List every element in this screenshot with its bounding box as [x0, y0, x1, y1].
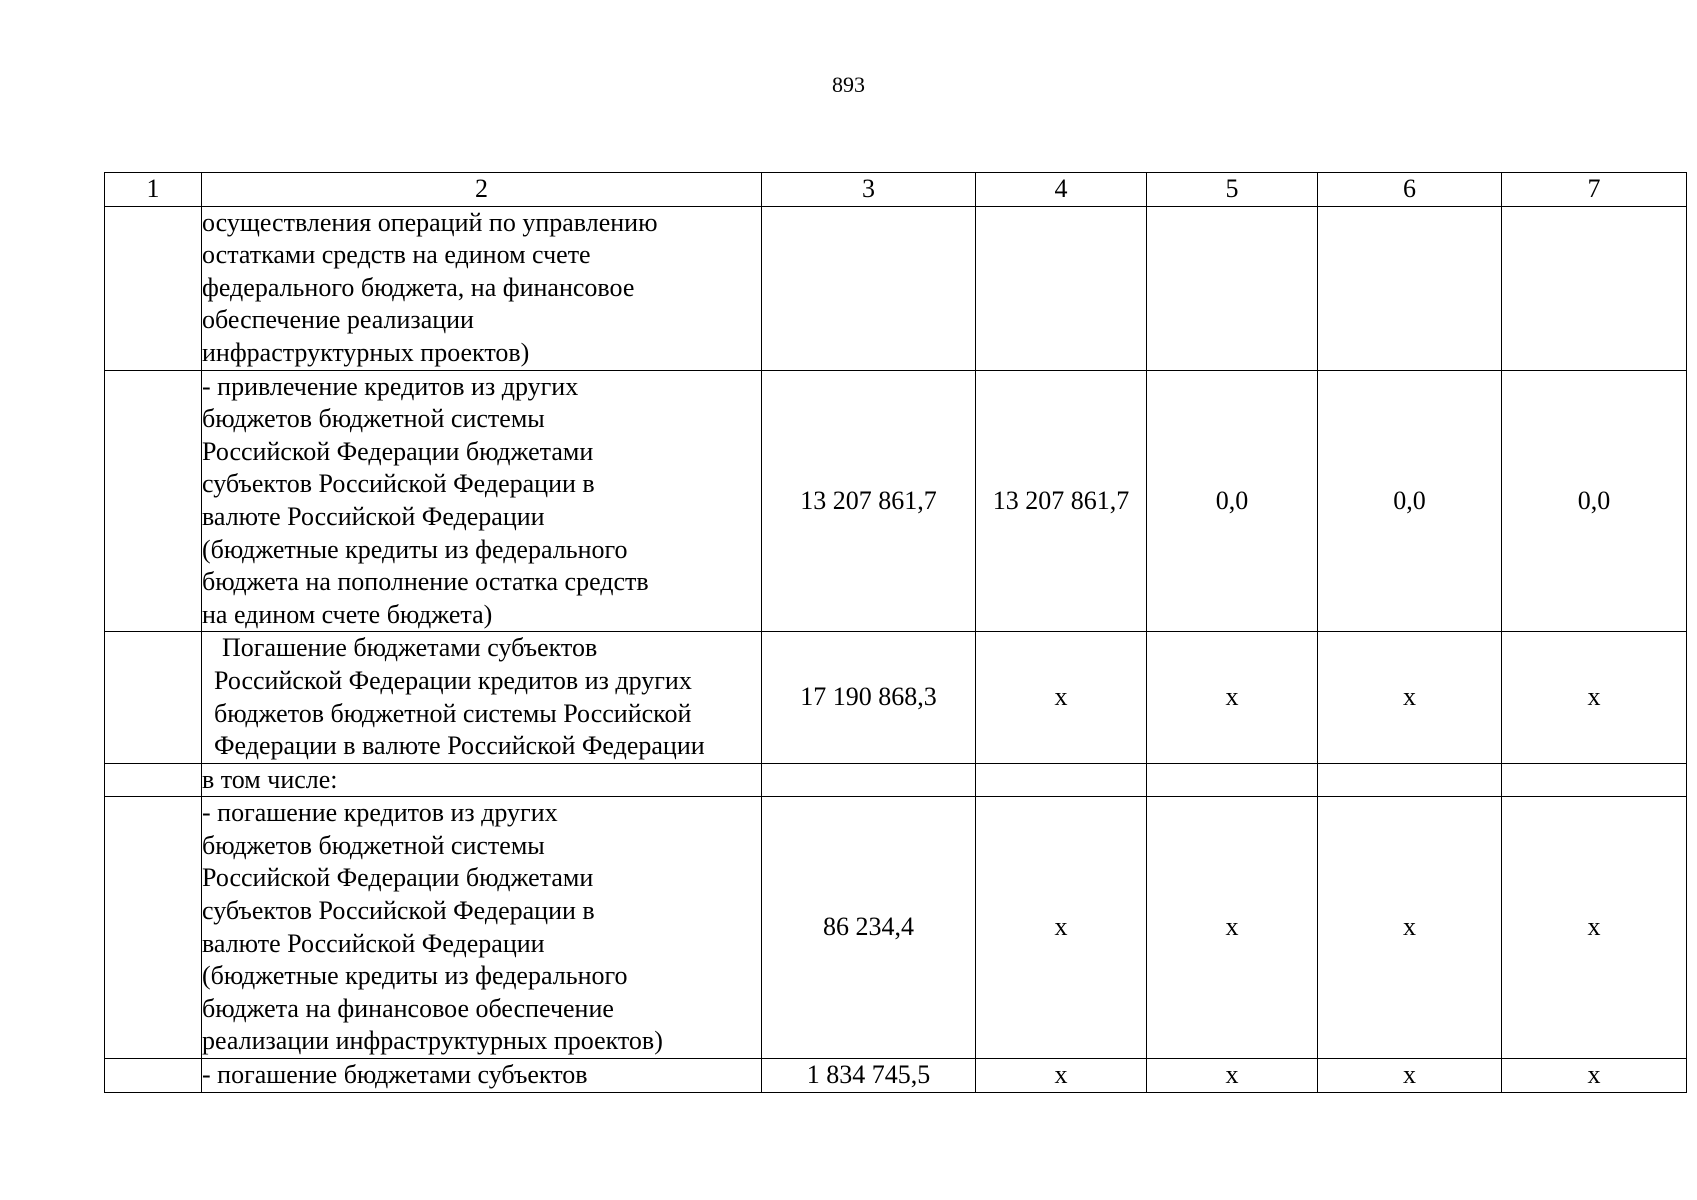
row-description: [202, 1059, 762, 1093]
value-col-6: [1318, 206, 1502, 370]
row-code-cell: [105, 632, 202, 763]
value-col-4: [976, 763, 1147, 797]
row-code-cell: [105, 763, 202, 797]
description-line: федерального бюджета, на финансовое: [202, 272, 635, 302]
value-col-3: 17 190 868,3: [762, 632, 976, 763]
column-header-4: 4: [976, 173, 1147, 207]
description-line: - погашение кредитов из других: [202, 798, 558, 828]
row-description: [202, 763, 762, 797]
row-code-cell: [105, 797, 202, 1059]
value-col-3: [762, 206, 976, 370]
description-line: бюджетов бюджетной системы Российской: [214, 698, 692, 728]
column-header-7: 7: [1502, 173, 1687, 207]
value-col-5: х: [1147, 797, 1318, 1059]
description-line: обеспечение реализации: [202, 305, 474, 335]
column-header-6: 6: [1318, 173, 1502, 207]
description-line: Погашение бюджетами субъектов: [222, 633, 598, 663]
description-line: Федерации в валюте Российской Федерации: [214, 731, 705, 761]
description-line: на едином счете бюджета): [202, 599, 493, 629]
row-code-cell: [105, 1059, 202, 1093]
description-line: реализации инфраструктурных проектов): [202, 1026, 663, 1056]
value-col-4: х: [976, 632, 1147, 763]
value-col-6: [1318, 763, 1502, 797]
row-description: [202, 370, 762, 632]
value-col-6: х: [1318, 797, 1502, 1059]
value-col-3: [762, 763, 976, 797]
value-col-5: х: [1147, 632, 1318, 763]
description-line: бюджетов бюджетной системы: [202, 830, 545, 860]
description-line: валюте Российской Федерации: [202, 928, 545, 958]
value-col-7: 0,0: [1502, 370, 1687, 632]
value-col-3: 13 207 861,7: [762, 370, 976, 632]
value-col-5: [1147, 206, 1318, 370]
value-col-4: х: [976, 1059, 1147, 1093]
description-line: осуществления операций по управлению: [202, 207, 658, 237]
value-col-7: х: [1502, 632, 1687, 763]
value-col-7: [1502, 763, 1687, 797]
header-row: [105, 173, 1687, 207]
budget-table: [104, 172, 1687, 1093]
row-code-cell: [105, 206, 202, 370]
row-code-cell: [105, 370, 202, 632]
table-row: [105, 797, 1687, 1059]
value-col-7: [1502, 206, 1687, 370]
value-col-5: [1147, 763, 1318, 797]
value-col-7: х: [1502, 797, 1687, 1059]
table-row: [105, 206, 1687, 370]
description-line: Российской Федерации бюджетами: [202, 436, 594, 466]
value-col-4: 13 207 861,7: [976, 370, 1147, 632]
column-header-1: 1: [105, 173, 202, 207]
description-line: Российской Федерации кредитов из других: [214, 665, 692, 695]
value-col-5: 0,0: [1147, 370, 1318, 632]
table-row: [105, 763, 1687, 797]
value-col-4: [976, 206, 1147, 370]
description-line: субъектов Российской Федерации в: [202, 469, 595, 499]
row-description: [202, 632, 762, 763]
row-description: [202, 206, 762, 370]
description-line: Российской Федерации бюджетами: [202, 863, 594, 893]
description-line: остатками средств на едином счете: [202, 240, 591, 270]
description-line: инфраструктурных проектов): [202, 337, 530, 367]
value-col-6: х: [1318, 1059, 1502, 1093]
description-line: - погашение бюджетами субъектов: [202, 1060, 588, 1090]
description-line: валюте Российской Федерации: [202, 501, 545, 531]
row-description: [202, 797, 762, 1059]
column-header-3: 3: [762, 173, 976, 207]
description-line: бюджетов бюджетной системы: [202, 404, 545, 434]
table-row: [105, 1059, 1687, 1093]
column-header-2: 2: [202, 173, 762, 207]
value-col-5: х: [1147, 1059, 1318, 1093]
value-col-3: 86 234,4: [762, 797, 976, 1059]
value-col-6: х: [1318, 632, 1502, 763]
description-line: субъектов Российской Федерации в: [202, 896, 595, 926]
description-line: (бюджетные кредиты из федерального: [202, 534, 628, 564]
description-line: бюджета на финансовое обеспечение: [202, 993, 614, 1023]
value-col-6: 0,0: [1318, 370, 1502, 632]
description-line: бюджета на пополнение остатка средств: [202, 567, 649, 597]
column-header-5: 5: [1147, 173, 1318, 207]
page-number: 893: [832, 72, 865, 97]
value-col-7: х: [1502, 1059, 1687, 1093]
value-col-4: х: [976, 797, 1147, 1059]
value-col-3: 1 834 745,5: [762, 1059, 976, 1093]
description-line: в том числе:: [202, 764, 338, 794]
description-line: (бюджетные кредиты из федерального: [202, 961, 628, 991]
description-line: - привлечение кредитов из других: [202, 371, 579, 401]
table-row: [105, 632, 1687, 763]
table-row: [105, 370, 1687, 632]
